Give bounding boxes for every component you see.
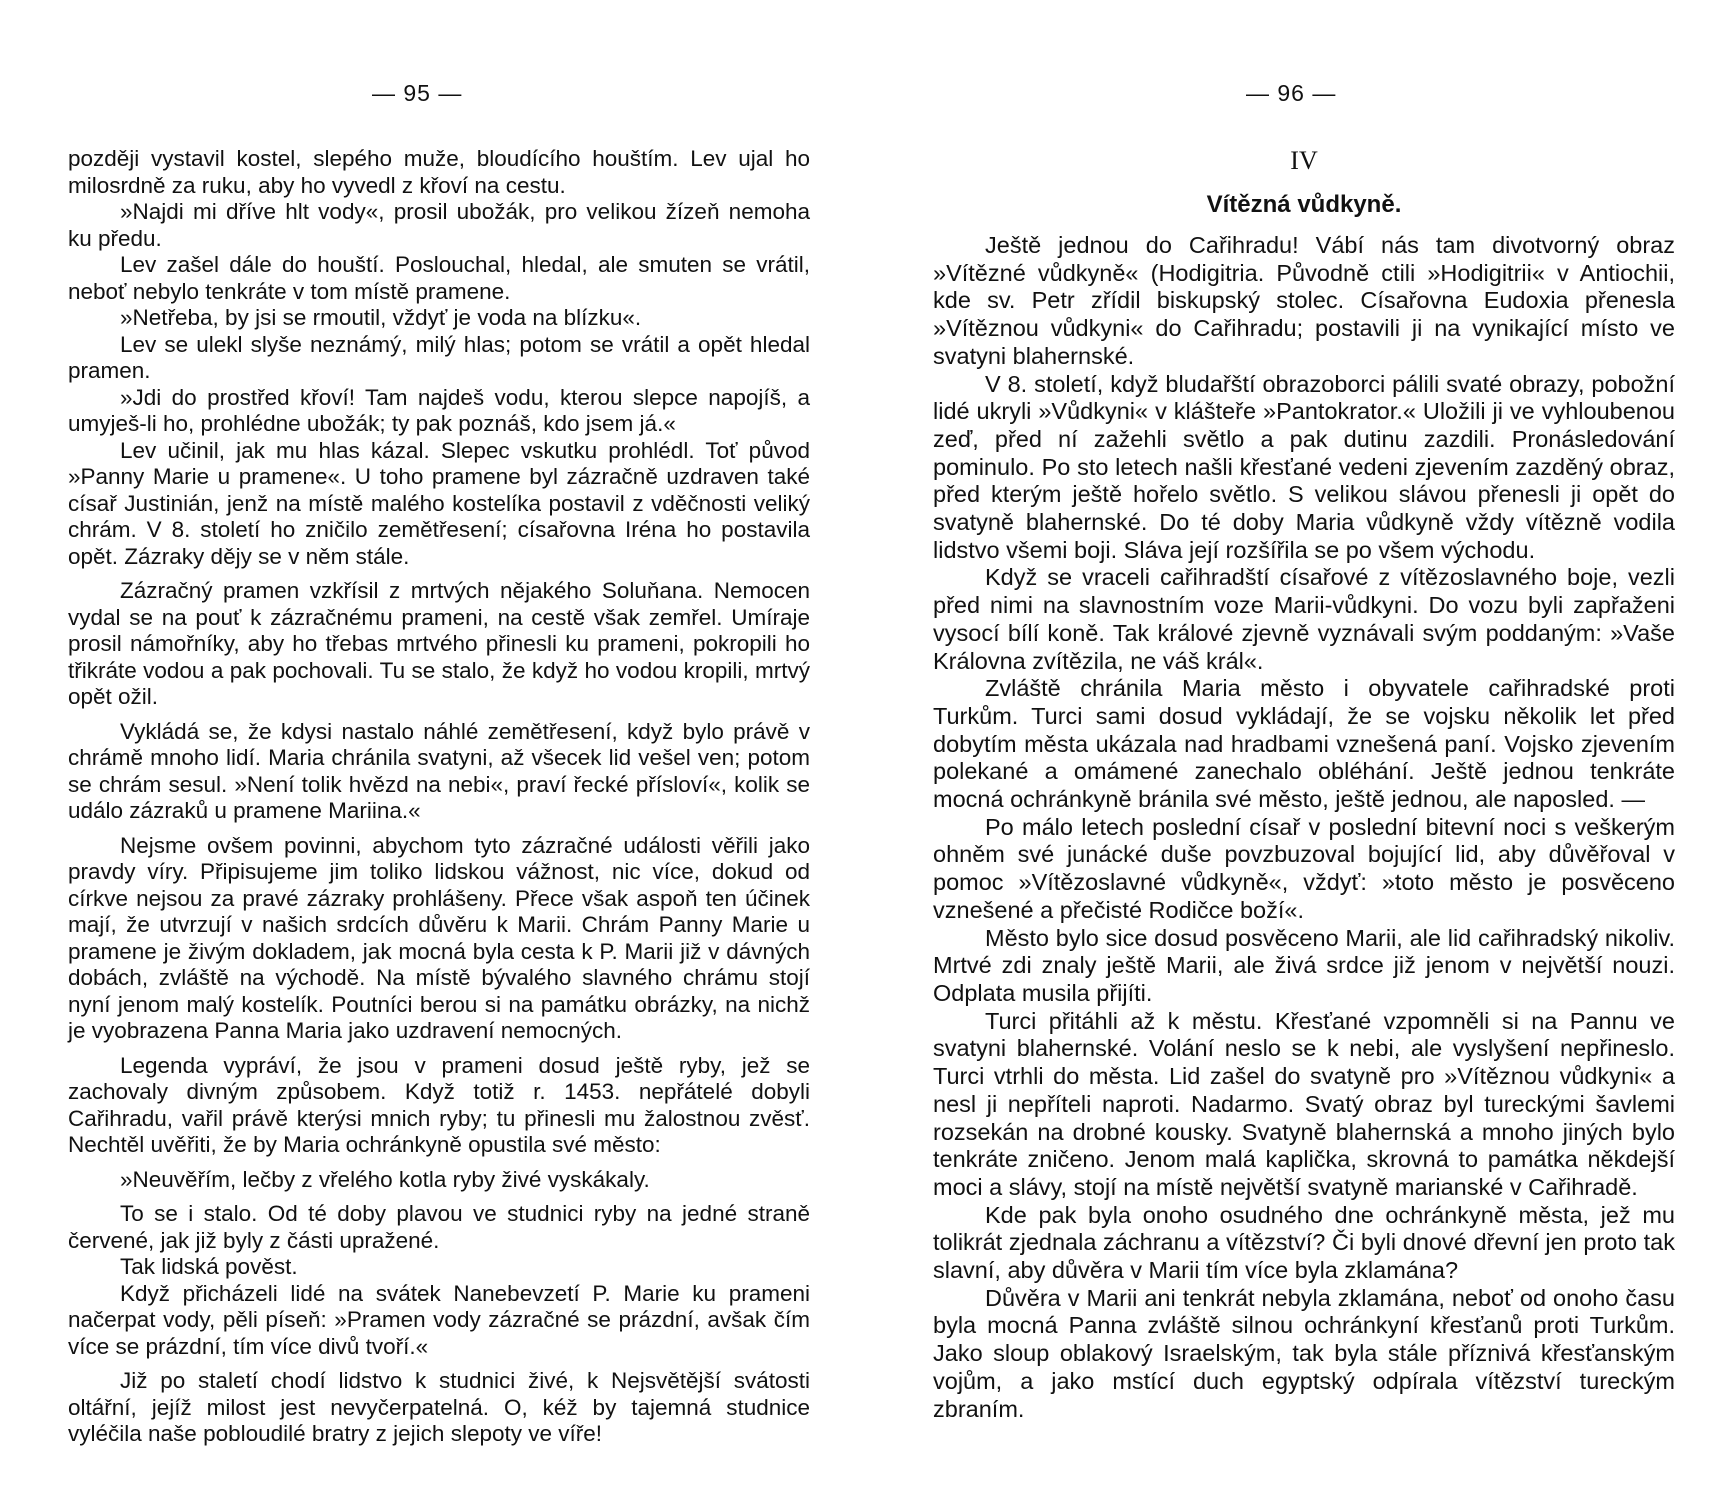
- paragraph: »Netřeba, by jsi se rmoutil, vždyť je voda na blízku«.: [120, 305, 642, 330]
- page-number: — 96 —: [1246, 80, 1337, 106]
- left-text-column: [68, 146, 810, 1448]
- paragraph: Legenda vypráví, že jsou v prameni dosud ještě ryby, jež se zachovaly divným způsobem. Když totiž r. 1453. nepřátelé dobyli Cařihradu, vařil právě kterýsi mnich ryby; tu přinesli mu žalostnou zvěsť. Nechtěl uvěřiti, že by Maria ochránkyně opustila své město:: [68, 1052, 810, 1157]
- paragraph: Vykládá se, že kdysi nastalo náhlé zemětřesení, když bylo právě v chrámě mnoho lidí. Maria chránila svatyni, až všecek lid vešel ven; potom se chrám sesul. »Není tolik hvězd na nebi«, praví řecké přísloví«, kolik se událo zázraků u pramene Mariina.«: [68, 718, 810, 823]
- paragraph: Město bylo sice dosud posvěceno Marii, ale lid cařihradský nikoliv. Mrtvé zdi znaly ještě Marii, ale živá srdce již jenom v největší nouzi. Odplata musila přijíti.: [933, 924, 1675, 1006]
- paragraph: Důvěra v Marii ani tenkrát nebyla zklamána, neboť od onoho času byla mocná Panna zvláště silnou ochránkyní křesťanů proti Turkům. Jako sloup oblakový Israelským, tak byla stále příznivá křesťanským vojům, a jako mstící duch egyptský odpírala vítězství tureckým zbraním.: [933, 1284, 1675, 1422]
- paragraph: Nejsme ovšem povinni, abychom tyto zázračné události věřili jako pravdy víry. Připisujeme jim toliko lidskou vážnost, nic více, dokud od církve nejsou za pravé zázraky prohlášeny. Přece však aspoň ten účinek mají, že utvrzují v našich srdcích důvěru k Marii. Chrám Panny Marie u pramene je živým dokladem, jak mocná byla cesta k P. Marii již v dávných dobách, zvláště na východě. Na místě bývalého slavného chrámu stojí nyní jenom malý kostelík. Poutníci berou si na památku obrázky, na nichž je vyobrazena Panna Maria jako uzdravení nemocných.: [68, 832, 810, 1043]
- right-page: [862, 0, 1726, 1500]
- paragraph: Tak lidská pověst.: [120, 1254, 298, 1279]
- paragraph: »Neuvěřím, lečby z vřelého kotla ryby živé vyskákaly.: [120, 1166, 650, 1192]
- paragraph: Kde pak byla onoho osudného dne ochránkyně města, jež mu tolikrát zjednala záchranu a vítězství? Či byli dnové dřevní jen proto tak slavní, aby důvěra v Marii tím více byla zklamána?: [933, 1201, 1675, 1284]
- chapter-number: IV: [1290, 146, 1318, 175]
- page-number: — 95 —: [372, 80, 463, 106]
- paragraph: Lev učinil, jak mu hlas kázal. Slepec vskutku prohlédl. Toť původ »Panny Marie u pramene«. U toho pramene byl zázračně uzdraven také císař Justinián, jenž na místě malého kostelíka postavil z vděčnosti veliký chrám. V 8. století ho zničilo zemětřesení; císařovna Iréna ho postavila opět. Zázraky dějy se v něm stále.: [68, 437, 810, 569]
- paragraph: Zvláště chránila Maria město i obyvatele cařihradské proti Turkům. Turci sami dosud vykládají, že se vojsku několik let před dobytím města ukázala nad hradbami vznešená paní. Vojsko zjevením polekané a omámené zanechalo obléhání. Ještě jednou tenkráte mocná ochránkyně bránila své město, ještě jednou, ale naposled. —: [933, 675, 1675, 813]
- paragraph: »Jdi do prostřed křoví! Tam najdeš vodu, kterou slepce napojíš, a umyješ-li ho, prohlédne ubožák; ty pak poznáš, kdo jsem já.«: [68, 384, 810, 436]
- paragraph: Již po staletí chodí lidstvo k studnici živé, k Nejsvětější svátosti oltářní, jejíž milost jest nevyčerpatelná. O, kéž by tajemná studnice vyléčila naše pobloudilé bratry z jejich slepoty ve víře!: [68, 1368, 810, 1446]
- paragraph: Lev se ulekl slyše neznámý, milý hlas; potom se vrátil a opět hledal pramen.: [68, 331, 810, 383]
- paragraph: »Najdi mi dříve hlt vody«, prosil ubožák, pro velikou žízeň nemoha ku předu.: [68, 199, 810, 251]
- paragraph: Turci přitáhli až k městu. Křesťané vzpomněli si na Pannu ve svatyni blahernské. Volání neslo se k nebi, ale vyslyšení nepřineslo. Turci vtrhli do města. Lid zašel do svatyně pro »Vítěznou vůdkyni« a nesl ji nepříteli naproti. Nadarmo. Svatý obraz byl tureckými šavlemi rozsekán na drobné kousky. Svatyně blahernská a mnoho jiných bylo tenkráte zničeno. Jenom malá kaplička, skrovná to památka někdejší moci a slávy, stojí na místě největší svatyně marianské v Cařihradě.: [933, 1007, 1675, 1200]
- paragraph: Lev zašel dále do houští. Poslouchal, hledal, ale smuten se vrátil, neboť nebylo tenkráte v tom místě pramene.: [68, 252, 810, 304]
- paragraph: Zázračný pramen vzkřísil z mrtvých nějakého Soluňana. Nemocen vydal se na pouť k zázračnému prameni, na cestě však zemřel. Umíraje prosil námořníky, aby ho třebas mrtvého přinesli ku prameni, pokropili ho třikráte vodou a pak pochovali. Tu se stalo, že když ho vodou kropili, mrtvý opět ožil.: [68, 578, 810, 709]
- chapter-title: Vítězná vůdkyně.: [1206, 191, 1402, 218]
- right-text-column: [933, 146, 1675, 1423]
- paragraph: později vystavil kostel, slepého muže, bloudícího houštím. Lev ujal ho milosrdně za ruku, aby ho vyvedl z křoví na cestu.: [68, 146, 810, 198]
- left-page: [0, 0, 862, 1500]
- paragraph: Když přicházeli lidé na svátek Nanebevzetí P. Marie ku prameni načerpat vody, pěli píseň: »Pramen vody zázračné se prázdní, avšak čím více se prázdní, tím více divů tvoří.«: [68, 1280, 810, 1359]
- paragraph: Ještě jednou do Cařihradu! Vábí nás tam divotvorný obraz »Vítězné vůdkyně« (Hodigitria. Původně ctili »Hodigitrii« v Antiochii, kde sv. Petr zřídil biskupský stolec. Císařovna Eudoxia přenesla »Vítěznou vůdkyni« do Cařihradu; postavili ji na vynikající místo ve svatyni blahernské.: [933, 232, 1675, 369]
- paragraph: Když se vraceli cařihradští císařové z vítězoslavného boje, vezli před nimi na slavnostním voze Marii-vůdkyni. Do vozu byli zapřaženi vysocí bílí koně. Tak králové zjevně vyznávali svým poddaným: »Vaše Královna zvítězila, ne váš král«.: [933, 564, 1675, 674]
- paragraph: To se i stalo. Od té doby plavou ve studnici ryby na jedné straně červené, jak již byly z části upražené.: [68, 1201, 810, 1253]
- paragraph: V 8. století, když bludařští obrazoborci pálili svaté obrazy, pobožní lidé ukryli »Vůdkyni« v klášteře »Pantokrator.« Uložili ji ve vyhloubenou zeď, před ní zažehli světlo a pak dutinu zazdili. Pronásledování pominulo. Po sto letech našli křesťané vedeni zjevením zazděný obraz, před kterým ještě hořelo světlo. S velikou slávou přenesli ji opět do svatyně blahernské. Do té doby Maria vůdkyně vždy vítězně vodila lidstvo všemi boji. Sláva její rozšířila se po všem východu.: [933, 370, 1675, 563]
- paragraph: Po málo letech poslední císař v poslední bitevní noci s veškerým ohněm své junácké duše povzbuzoval bojující lid, aby důvěřoval v pomoc »Vítězoslavné vůdkyně«, vždyť: »toto město je posvěceno vznešené a přečisté Rodičce boží«.: [933, 813, 1675, 923]
